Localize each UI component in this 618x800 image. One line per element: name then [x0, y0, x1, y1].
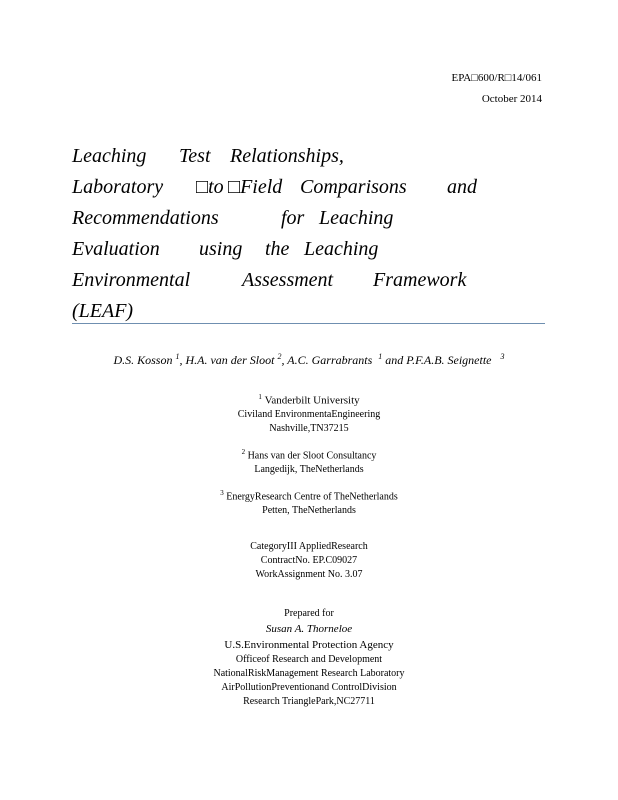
affiliation-mark: 3	[220, 489, 224, 497]
author-name: P.F.A.B. Seignette	[406, 353, 492, 367]
agency-office: Officeof Research and Development	[235, 654, 383, 665]
title-word: Assessment	[242, 269, 334, 291]
contract-number: ContractNo. EP.C09027	[260, 555, 358, 566]
prepared-for	[0, 607, 618, 709]
author-separator: and	[382, 353, 407, 367]
title-word: Test	[179, 145, 211, 167]
author-separator: ,	[281, 353, 288, 367]
report-date: October 2014	[481, 93, 542, 105]
title-word: using	[199, 238, 243, 260]
affiliation-ecn	[0, 486, 618, 518]
agency-name: U.S.Environmental Protection Agency	[224, 639, 394, 651]
agency-address: Research TrianglePark,NC27711	[243, 696, 375, 707]
title-word: □to	[196, 176, 224, 198]
title-divider	[72, 323, 545, 324]
title-word: Leaching	[72, 145, 147, 167]
author-affiliation-mark: 1	[378, 352, 383, 361]
title-word: for	[281, 207, 305, 229]
work-assignment: WorkAssignment No. 3.07	[255, 569, 363, 580]
report-number: EPA□600/R□14/061	[451, 72, 542, 84]
affiliation-mark: 1	[258, 393, 262, 401]
recipient-name: Susan A. Thorneloe	[265, 623, 353, 635]
affiliation-institution: Vanderbilt University	[264, 394, 360, 407]
title-word: Leaching	[304, 238, 379, 260]
author-list	[0, 352, 618, 368]
affiliation-department: Civiland EnvironmentaEngineering	[237, 408, 381, 420]
author-affiliation-mark: 3	[500, 352, 505, 361]
affiliation-mark: 2	[241, 448, 246, 456]
title-word: Recommendations	[72, 207, 219, 229]
affiliation-institution: EnergyResearch Centre of TheNetherlands	[226, 491, 398, 503]
title-word: Relationships,	[230, 145, 344, 167]
title-word: □Field	[228, 176, 283, 198]
title-word: Evaluation	[72, 238, 160, 260]
author-name: D.S. Kosson	[113, 353, 173, 367]
title-word: Comparisons	[300, 176, 407, 198]
title-word: Laboratory	[72, 176, 164, 198]
prepared-label: Prepared for	[284, 608, 334, 619]
author-name: H.A. van der Sloot	[185, 353, 275, 367]
title-word: (LEAF)	[72, 300, 134, 322]
title-word: Environmental	[72, 269, 191, 291]
affiliation-location: Nashville,TN37215	[269, 422, 349, 434]
agency-laboratory: NationalRiskManagement Research Laboratory	[213, 668, 405, 679]
author-separator: ,	[179, 353, 186, 367]
affiliation-location: Petten, TheNetherlands	[262, 505, 356, 517]
title-word: and	[447, 176, 477, 198]
affiliation-institution: Hans van der Sloot Consultancy	[247, 450, 377, 462]
title-word: Framework	[373, 269, 467, 291]
author-affiliation-mark: 1	[175, 352, 180, 361]
title-word: Leaching	[319, 207, 394, 229]
agency-division: AirPollutionPreventionand ControlDivision	[221, 682, 397, 693]
author-affiliation-mark: 2	[277, 352, 282, 361]
title-word: the	[265, 238, 290, 260]
affiliation-consultancy	[0, 445, 618, 477]
affiliation-vanderbilt	[0, 390, 618, 436]
author-name: A.C. Garrabrants	[287, 353, 373, 367]
contract-info	[0, 540, 618, 582]
research-category: CategoryIII AppliedResearch	[250, 541, 368, 552]
affiliation-location: Langedijk, TheNetherlands	[254, 464, 364, 476]
